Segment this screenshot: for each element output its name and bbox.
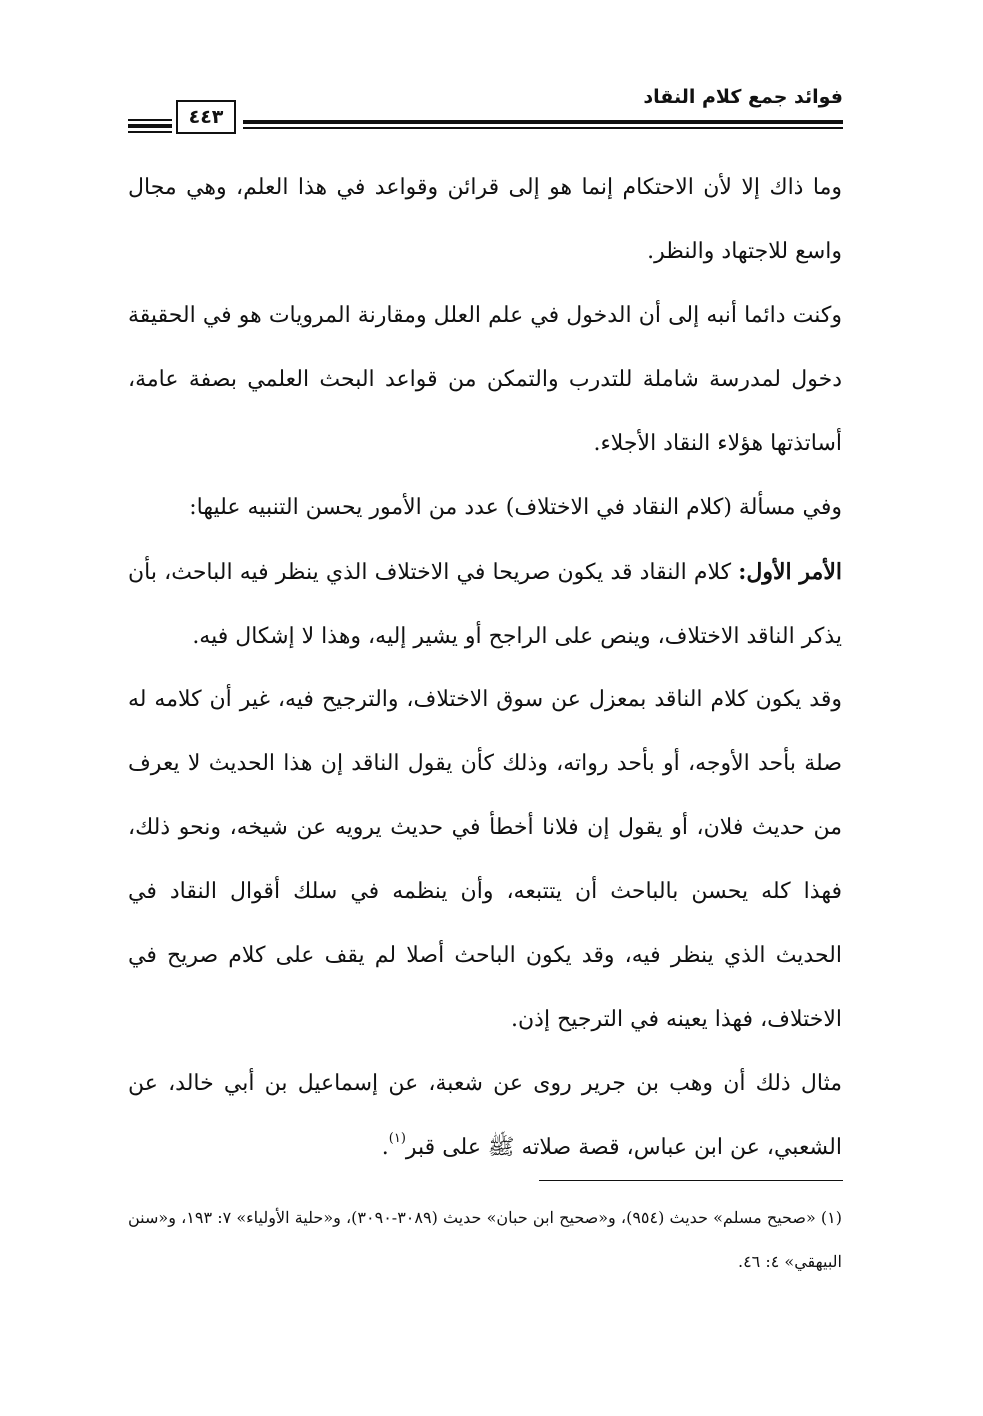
footnote-text: (١) «صحيح مسلم» حديث (٩٥٤)، و«صحيح ابن حبان» حديث (٣٠٨٩-٣٠٩٠)، و«حلية الأولياء» ٧: ١٩٣، و«سنن البيهقي» ٤: ٤٦. [128, 1208, 843, 1271]
paragraph-1-text: وما ذاك إلا لأن الاحتكام إنما هو إلى قرائن وقواعد في هذا العلم، وهي مجال واسع للاجتهاد والنظر. [128, 175, 842, 264]
first-matter-heading: الأمر الأول: [738, 559, 842, 585]
header-rule-left-middle [128, 124, 172, 128]
header-rule-left-bottom [128, 131, 172, 133]
header-rule-thin [243, 127, 843, 129]
running-title: فوائد جمع كلام النقاد [643, 86, 843, 108]
paragraph-6 [128, 1052, 842, 1180]
paragraph-6-body: مثال ذلك أن وهب بن جرير روى عن شعبة، عن إسماعيل بن أبي خالد، عن الشعبي، عن ابن عباس، قصة صلاته ﷺ على قبر [128, 1071, 842, 1160]
paragraph-3-text: وفي مسألة (كلام النقاد في الاختلاف) عدد من الأمور يحسن التنبيه عليها: [189, 495, 842, 520]
header-rule-left-top [128, 119, 172, 121]
paragraph-4-body: كلام النقاد قد يكون صريحا في الاختلاف الذي ينظر فيه الباحث، بأن يذكر الناقد الاختلاف، وينص على الراجح أو يشير إليه، وهذا لا إشكال فيه. [128, 560, 842, 649]
paragraph-6-text [128, 1052, 842, 1180]
header-rule-thick [243, 120, 843, 124]
footnote-reference-mark[interactable]: (١) [388, 1131, 406, 1146]
paragraph-5-text: وقد يكون كلام الناقد بمعزل عن سوق الاختلاف، والترجيح فيه، غير أن كلامه له صلة بأحد الأوجه، أو بأحد رواته، وذلك كأن يقول الناقد إن هذا الحديث لا يعرف من حديث فلان، أو يقول إن فلانا أخطأ في حديث يرويه عن شيخه، ونحو ذلك، فهذا كله يحسن بالباحث أن يتتبعه، وأن ينظمه في سلك أقوال النقاد في الحديث الذي ينظر فيه، وقد يكون الباحث أصلا لم يقف على كلام صريح في الاختلاف، فهذا يعينه في الترجيح إذن. [128, 687, 842, 1032]
paragraph-5 [128, 668, 842, 1052]
paragraph-3 [128, 476, 842, 540]
paragraph-1 [128, 156, 842, 284]
paragraph-6-end: . [381, 1135, 389, 1160]
paragraph-2 [128, 284, 842, 476]
footnote [128, 1196, 842, 1284]
paragraph-4 [128, 540, 842, 669]
page-number: ٤٤٣ [176, 100, 236, 134]
footnote-separator [539, 1180, 843, 1181]
paragraph-2-text: وكنت دائما أنبه إلى أن الدخول في علم العلل ومقارنة المرويات هو في الحقيقة دخول لمدرسة شاملة للتدرب والتمكن من قواعد البحث العلمي بصفة عامة، أساتذتها هؤلاء النقاد الأجلاء. [128, 303, 842, 456]
paragraph-4-text [128, 540, 842, 669]
